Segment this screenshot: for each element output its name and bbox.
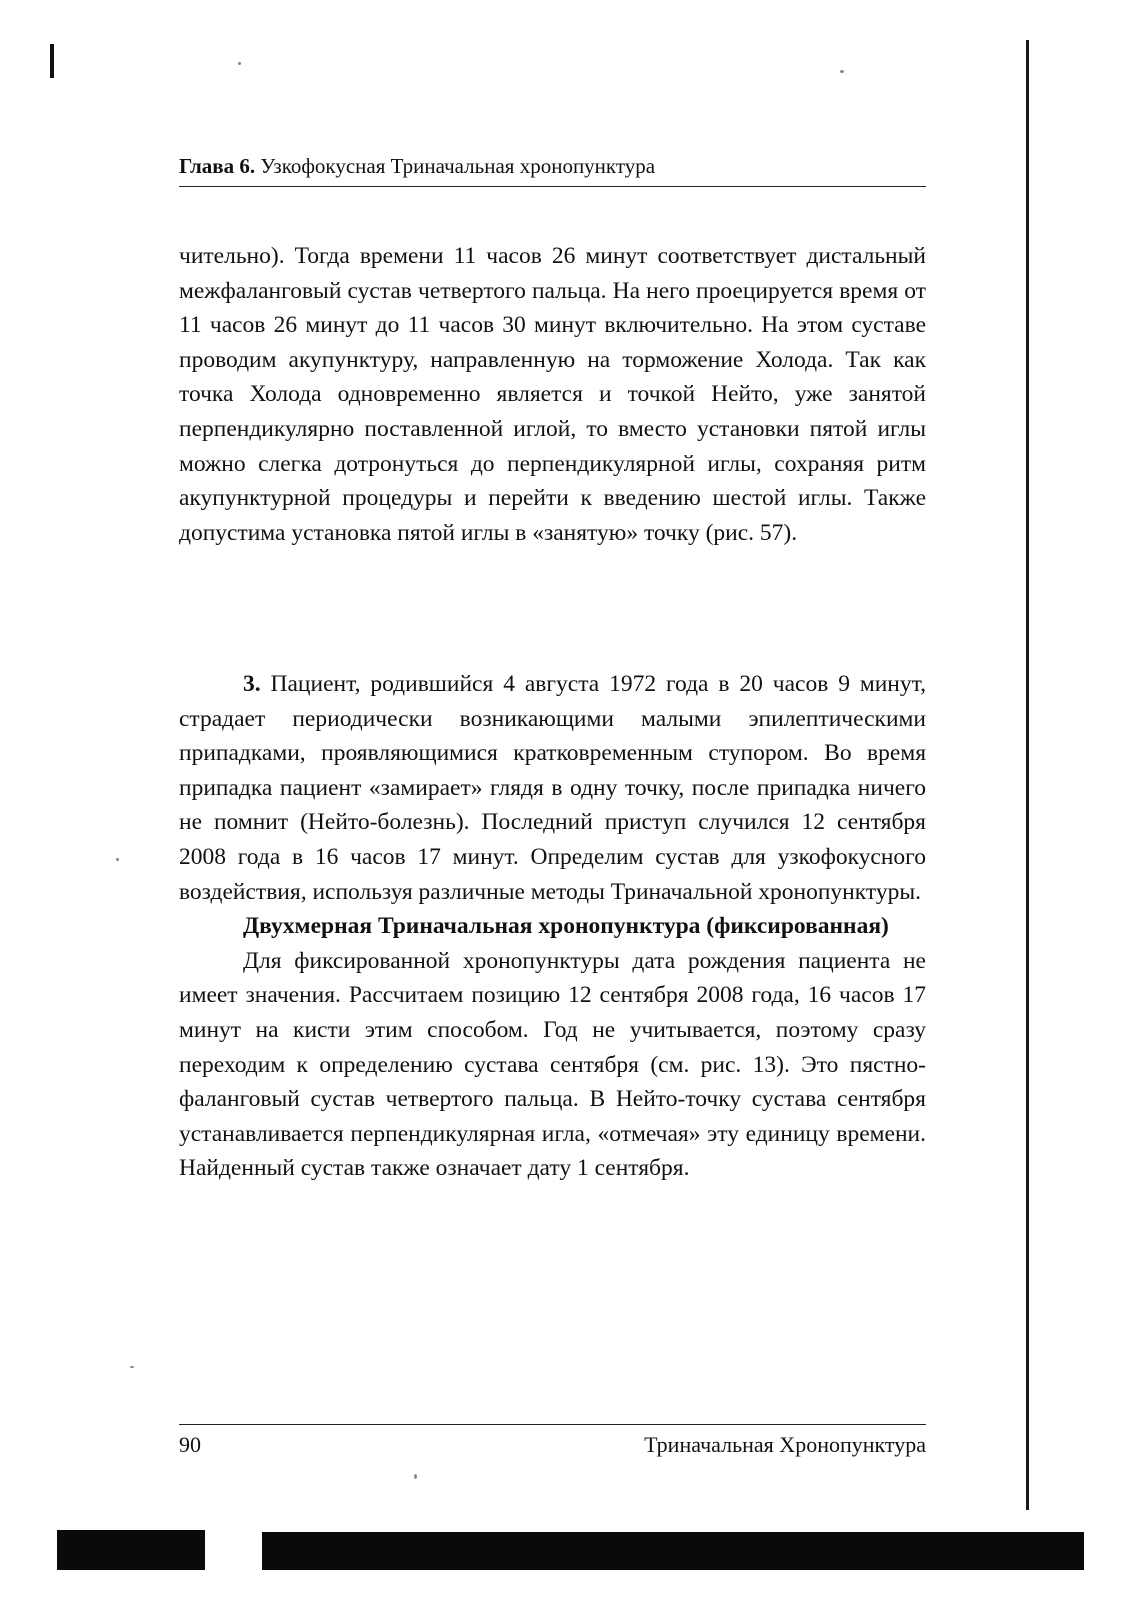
scan-speck bbox=[130, 1366, 134, 1368]
body-paragraph: Для фиксированной хронопунктуры дата рождения пациента не имеет значения. Рассчитаем позицию 12 сентября 2008 года, 16 часов 17 минут на кисти этим способом. Год не учитывается, поэтому сразу переходим к определению сустава сентября (см. рис. 13). Это пястно-фаланговый сустав четвертого пальца. В Нейто-точку сустава сентября устанавливается перпендикулярная игла, «отмечая» эту единицу времени. Найденный сустав также означает дату 1 сентября. bbox=[179, 947, 926, 1182]
body-paragraph-case bbox=[179, 667, 926, 909]
running-head bbox=[179, 152, 926, 180]
text-block-bottom bbox=[179, 667, 926, 1186]
scan-speck bbox=[840, 70, 844, 73]
page-number: 90 bbox=[179, 1432, 201, 1457]
footer-rule bbox=[179, 1424, 926, 1425]
scan-margin-mark bbox=[50, 44, 54, 78]
scan-border-left bbox=[57, 1530, 205, 1570]
scan-speck bbox=[238, 62, 241, 65]
case-number: 3. bbox=[243, 671, 261, 697]
header-rule bbox=[179, 186, 926, 187]
body-paragraph: чительно). Тогда времени 11 часов 26 минут соответствует дистальный межфаланговый сустав четвертого пальца. На него проецируется время от 11 часов 26 минут до 11 часов 30 минут включительно. На этом суставе проводим акупунктуру, направленную на торможение Холода. Так как точка Холода одновременно является и точкой Нейто, уже занятой перпендикулярно поставленной иглой, то вместо установки пятой иглы можно слегка дотронуться до перпендикулярной иглы, сохраняя ритм акупунктурной процедуры и перейти к введению шестой иглы. Также допустима установка пятой иглы в «занятую» точку (рис. 57). bbox=[179, 243, 926, 546]
scan-speck bbox=[116, 858, 119, 861]
chapter-label: Глава 6. bbox=[179, 154, 256, 178]
scan-page-edge bbox=[1026, 40, 1029, 1510]
book-title: Триначальная Хронопунктура bbox=[644, 1432, 926, 1457]
case-text: Пациент, родившийся 4 августа 1972 года в 20 часов 9 минут, страдает периодически возникающими малыми эпилептическими припадками, проявляющимися кратковременным ступором. Во время припадка пациент «замирает» глядя в одну точку, после припадка ничего не помнит (Нейто-болезнь). Последний приступ случился 12 сентября 2008 года в 16 часов 17 минут. Определим сустав для узкофокусного воздействия, используя различные методы Триначальной хронопунктуры. bbox=[179, 671, 926, 905]
scan-border-right bbox=[262, 1532, 1084, 1570]
text-block-top bbox=[179, 239, 926, 550]
section-subheading: Двухмерная Триначальная хронопунктура (фиксированная) bbox=[243, 913, 889, 940]
scan-speck bbox=[414, 1474, 417, 1479]
chapter-title: Узкофокусная Триначальная хронопунктура bbox=[260, 154, 656, 178]
